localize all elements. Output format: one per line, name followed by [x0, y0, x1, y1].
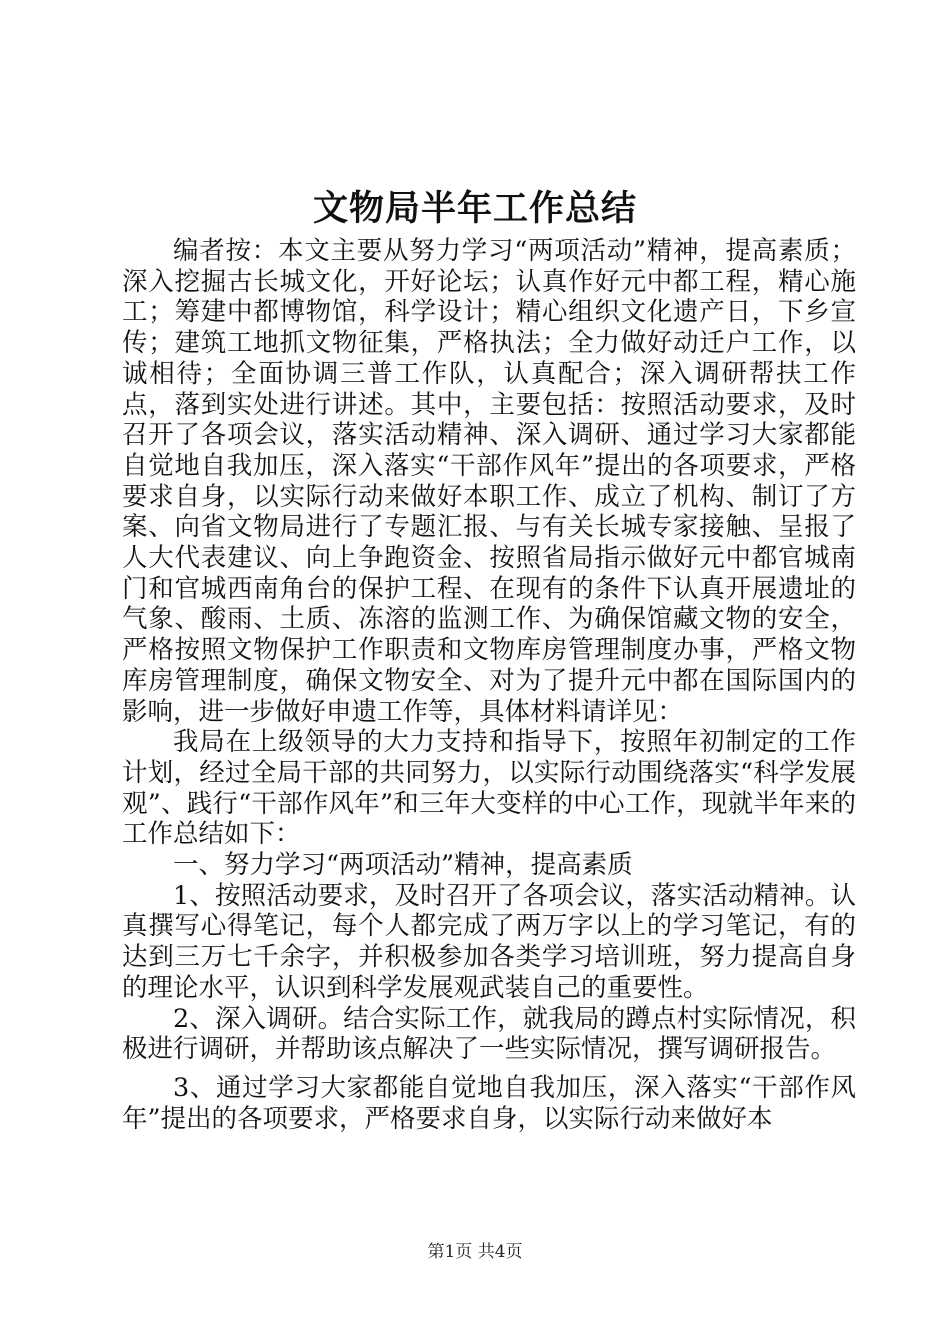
paragraph-item-3: 3、通过学习大家都能自觉地自我加压，深入落实“干部作风年”提出的各项要求，严格要求自身，以实际行动来做好本 — [122, 1072, 856, 1134]
paragraph-item-2: 2、深入调研。结合实际工作，就我局的蹲点村实际情况，积极进行调研，并帮助该点解决了一些实际情况，撰写调研报告。 — [122, 1003, 856, 1065]
paragraph-item-1: 1、按照活动要求，及时召开了各项会议，落实活动精神。认真撰写心得笔记，每个人都完成了两万字以上的学习笔记，有的达到三万七千余字，并积极参加各类学习培训班，努力提高自身的理论水平，认识到科学发展观武装自己的重要性。 — [122, 880, 856, 1003]
document-title: 文物局半年工作总结 — [312, 188, 637, 229]
paragraph-editor-note: 编者按：本文主要从努力学习“两项活动”精神，提高素质；深入挖掘古长城文化，开好论坛；认真作好元中都工程，精心施工；筹建中都博物馆，科学设计；精心组织文化遗产日，下乡宣传；建筑工地抓文物征集，严格执法；全力做好动迁户工作，以诚相待；全面协调三普工作队，认真配合；深入调研帮扶工作点，落到实处进行讲述。其中，主要包括：按照活动要求，及时召开了各项会议，落实活动精神、深入调研、通过学习大家都能自觉地自我加压，深入落实“干部作风年”提出的各项要求，严格要求自身，以实际行动来做好本职工作、成立了机构、制订了方案、向省文物局进行了专题汇报、与有关长城专家接触、呈报了人大代表建议、向上争跑资金、按照省局指示做好元中都官城南门和官城西南角台的保护工程、在现有的条件下认真开展遗址的气象、酸雨、土质、冻溶的监测工作、为确保馆藏文物的安全，严格按照文物保护工作职责和文物库房管理制度办事，严格文物库房管理制度，确保文物安全、对为了提升元中都在国际国内的影响，进一步做好申遗工作等，具体材料请详见： — [122, 236, 856, 727]
paragraph-intro: 我局在上级领导的大力支持和指导下，按照年初制定的工作计划，经过全局干部的共同努力，以实际行动围绕落实“科学发展观”、践行“干部作风年”和三年大变样的中心工作，现就半年来的工作总结如下： — [122, 727, 856, 850]
page-footer: 第1页 共4页 — [427, 1242, 523, 1262]
document-body — [122, 236, 856, 1134]
section-heading-1: 一、努力学习“两项活动”精神，提高素质 — [173, 850, 633, 881]
